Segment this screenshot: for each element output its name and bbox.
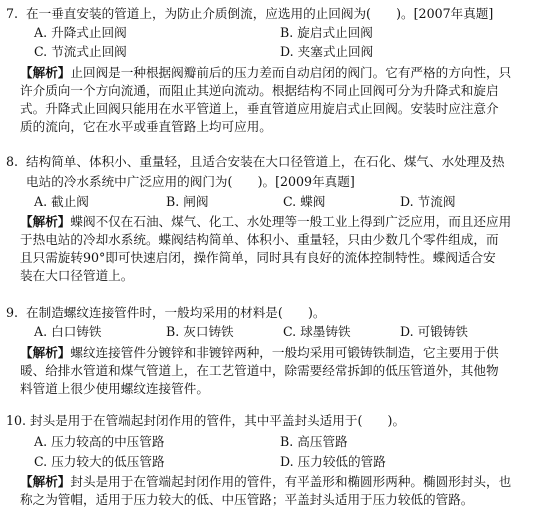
option-a: A. 截止阀	[34, 194, 89, 209]
explanation-line: 暖、给排水管道和煤气管道上，在工艺管道中，除需要经常拆卸的低压管道外，其他物	[20, 363, 499, 378]
question-stem: 在一垂直安装的管道上，为防止介质倒流，应选用的止回阀为( )。[2007年真题]	[26, 6, 494, 21]
explanation	[20, 473, 536, 509]
option-d: D. 压力较低的管路	[280, 454, 386, 469]
question-stem: 在制造螺纹连接管件时，一般均采用的材料是( )。	[26, 305, 326, 320]
option-a: A. 白口铸铁	[34, 324, 102, 339]
option-c: C. 蝶阀	[283, 194, 326, 209]
explanation-line: 质的流向，它在水平或垂直管路上均可应用。	[20, 119, 272, 134]
option-c: C. 压力较大的低压管路	[34, 454, 165, 469]
question-stem: 封头是用于在管端起封闭作用的管件，其中平盖封头适用于( )。	[30, 413, 406, 428]
option-b: B. 高压管路	[280, 434, 348, 449]
explanation-line: 止回阀是一种根据阀瓣前后的压力差而自动启闭的阀门。它有严格的方向性，只	[70, 65, 512, 80]
option-b: B. 旋启式止回阀	[280, 25, 373, 40]
question-number: 9.	[6, 305, 19, 320]
explanation-line: 称之为管帽，适用于压力较大的低、中压管路；平盖封头适用于压力较低的管路。	[20, 492, 474, 507]
option-d: D. 夹塞式止回阀	[280, 44, 374, 59]
explanation-tag: 【解析】	[20, 474, 71, 489]
explanation-tag: 【解析】	[20, 65, 71, 80]
explanation	[20, 64, 536, 136]
question-stem: 电站的冷水系统中广泛应用的阀门为( )。[2009年真题]	[26, 174, 355, 189]
explanation-line: 料管道上很少使用螺纹连接管件。	[20, 381, 209, 396]
question-number: 10.	[6, 413, 27, 428]
explanation-line: 于热电站的冷却水系统。蝶阀结构简单、体积小、重量轻，只由少数几个零件组成，而	[20, 232, 499, 247]
explanation	[20, 213, 536, 285]
option-d: D. 节流阀	[400, 194, 456, 209]
option-a: A. 压力较高的中压管路	[34, 434, 165, 449]
question-number: 8.	[6, 154, 19, 169]
explanation-tag: 【解析】	[20, 345, 71, 360]
explanation-line: 式。升降式止回阀只能用在水平管道上，垂直管道应用旋启式止回阀。安装时应注意介	[20, 101, 499, 116]
explanation-line: 蝶阀不仅在石油、煤气、化工、水处理等一般工业上得到广泛应用，而且还应用	[70, 214, 512, 229]
explanation-line: 且只需旋转90°即可快速启闭，操作简单，同时具有良好的流体控制特性。蝶阀适合安	[20, 250, 496, 265]
option-b: B. 闸阀	[166, 194, 209, 209]
explanation-line: 装在大口径管道上。	[20, 268, 134, 283]
explanation-line: 封头是用于在管端起封闭作用的管件，有平盖形和椭圆形两种。椭圆形封头，也	[70, 474, 512, 489]
explanation-line: 许介质向一个方向流通，而阻止其逆向流动。根据结构不同止回阀可分为升降式和旋启	[20, 83, 499, 98]
explanation	[20, 344, 536, 398]
option-c: C. 球墨铸铁	[283, 324, 351, 339]
option-b: B. 灰口铸铁	[166, 324, 234, 339]
question-number: 7.	[6, 6, 19, 21]
option-c: C. 节流式止回阀	[34, 44, 127, 59]
explanation-line: 螺纹连接管件分镀锌和非镀锌两种，一般均采用可锻铸铁制造，它主要用于供	[70, 345, 499, 360]
explanation-tag: 【解析】	[20, 214, 71, 229]
option-d: D. 可锻铸铁	[400, 324, 469, 339]
option-a: A. 升降式止回阀	[34, 25, 127, 40]
question-stem: 结构简单、体积小、重量轻，且适合安装在大口径管道上，在石化、煤气、水处理及热	[26, 154, 505, 169]
